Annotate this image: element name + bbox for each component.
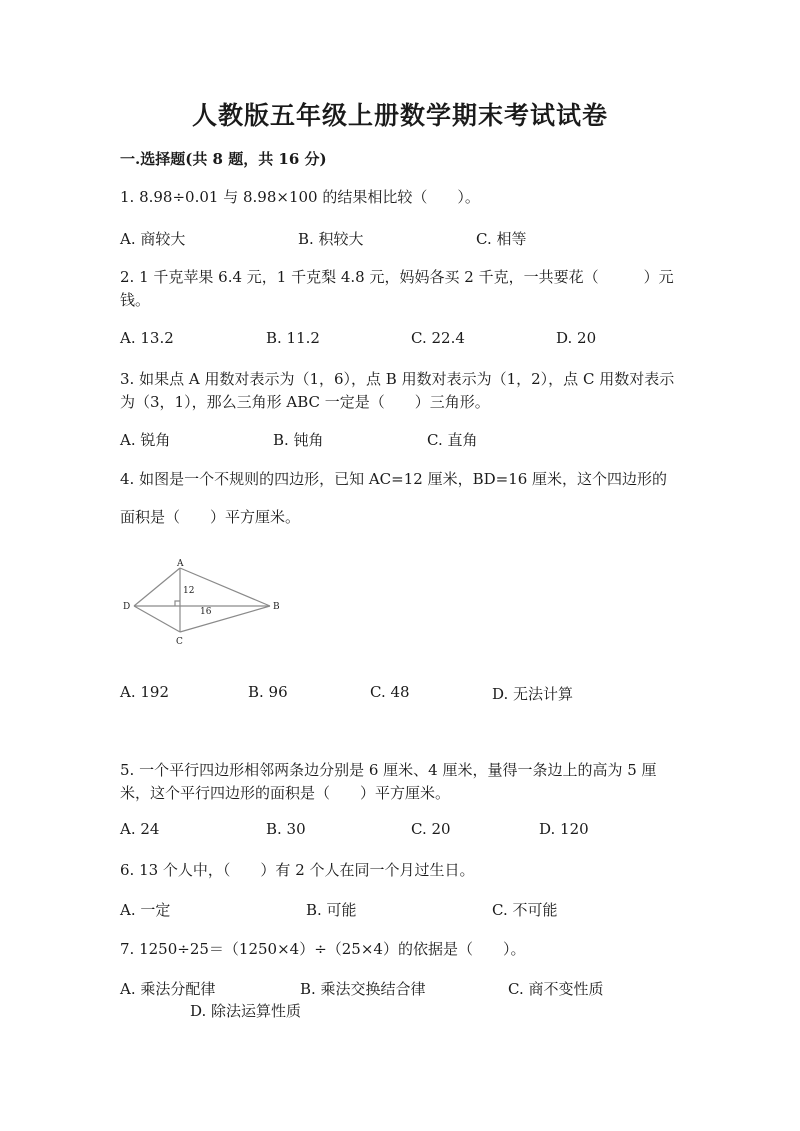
question-5: 5. 一个平行四边形相邻两条边分别是 6 厘米、4 厘米，量得一条边上的高为 5 厘米，这个平行四边形的面积是（ ）平方厘米。 [120, 761, 657, 802]
question-7-option-a: A. 乘法分配律 [120, 980, 216, 998]
question-5-option-d: D. 120 [539, 820, 589, 838]
edge-b-c [180, 606, 270, 632]
question-2-option-b: B. 11.2 [266, 329, 320, 347]
question-4-option-a: A. 192 [120, 683, 169, 701]
question-3-option-b: B. 钝角 [273, 431, 324, 449]
question-4-line-2: 面积是（ ）平方厘米。 [120, 508, 301, 526]
question-2-option-a: A. 13.2 [120, 329, 174, 347]
question-1: 1. 8.98÷0.01 与 8.98×100 的结果相比较（ ）。 [120, 188, 480, 206]
edge-d-a [134, 568, 180, 606]
question-4-line-1: 4. 如图是一个不规则的四边形，已知 AC=12 厘米，BD=16 厘米，这个四边形的 [120, 470, 668, 488]
question-3: 3. 如果点 A 用数对表示为（1，6），点 B 用数对表示为（1，2），点 C 用数对表示为（3，1），那么三角形 ABC 一定是（ ）三角形。 [120, 370, 675, 411]
question-4-option-b: B. 96 [248, 683, 288, 701]
question-5-option-b: B. 30 [266, 820, 306, 838]
section-heading: 一.选择题(共 8 题，共 16 分) [120, 150, 327, 168]
label-d: D [123, 602, 131, 612]
question-4-option-d: D. 无法计算 [492, 685, 574, 703]
question-6: 6. 13 个人中，（ ）有 2 个人在同一个月过生日。 [120, 861, 475, 879]
question-5-option-c: C. 20 [411, 820, 451, 838]
label-b: B [273, 602, 280, 612]
question-2: 2. 1 千克苹果 6.4 元，1 千克梨 4.8 元，妈妈各买 2 千克，一共要花（ ）元钱。 [120, 268, 674, 309]
question-7: 7. 1250÷25＝（1250×4）÷（25×4）的依据是（ ）。 [120, 940, 526, 958]
question-6-option-b: B. 可能 [306, 901, 357, 919]
question-7-option-b: B. 乘法交换结合律 [300, 980, 426, 998]
question-7-option-c: C. 商不变性质 [508, 980, 604, 998]
question-7-option-d: D. 除法运算性质 [190, 1002, 302, 1020]
label-a: A [177, 559, 184, 569]
label-c: C [176, 637, 183, 647]
question-1-option-a: A. 商较大 [120, 230, 186, 248]
page-title: 人教版五年级上册数学期末考试试卷 [191, 101, 608, 130]
quadrilateral-figure [118, 555, 293, 650]
question-2-option-d: D. 20 [556, 329, 597, 347]
question-3-option-a: A. 锐角 [120, 431, 171, 449]
question-6-option-a: A. 一定 [120, 901, 171, 919]
question-4-option-c: C. 48 [370, 683, 410, 701]
question-1-option-b: B. 积较大 [298, 230, 364, 248]
label-bd-length: 16 [200, 607, 212, 617]
right-angle-mark [175, 601, 180, 606]
label-ac-length: 12 [183, 586, 195, 596]
question-3-option-c: C. 直角 [427, 431, 478, 449]
edge-c-d [134, 606, 180, 632]
question-5-option-a: A. 24 [120, 820, 160, 838]
question-6-option-c: C. 不可能 [492, 901, 558, 919]
question-2-option-c: C. 22.4 [411, 329, 465, 347]
question-1-option-c: C. 相等 [476, 230, 527, 248]
